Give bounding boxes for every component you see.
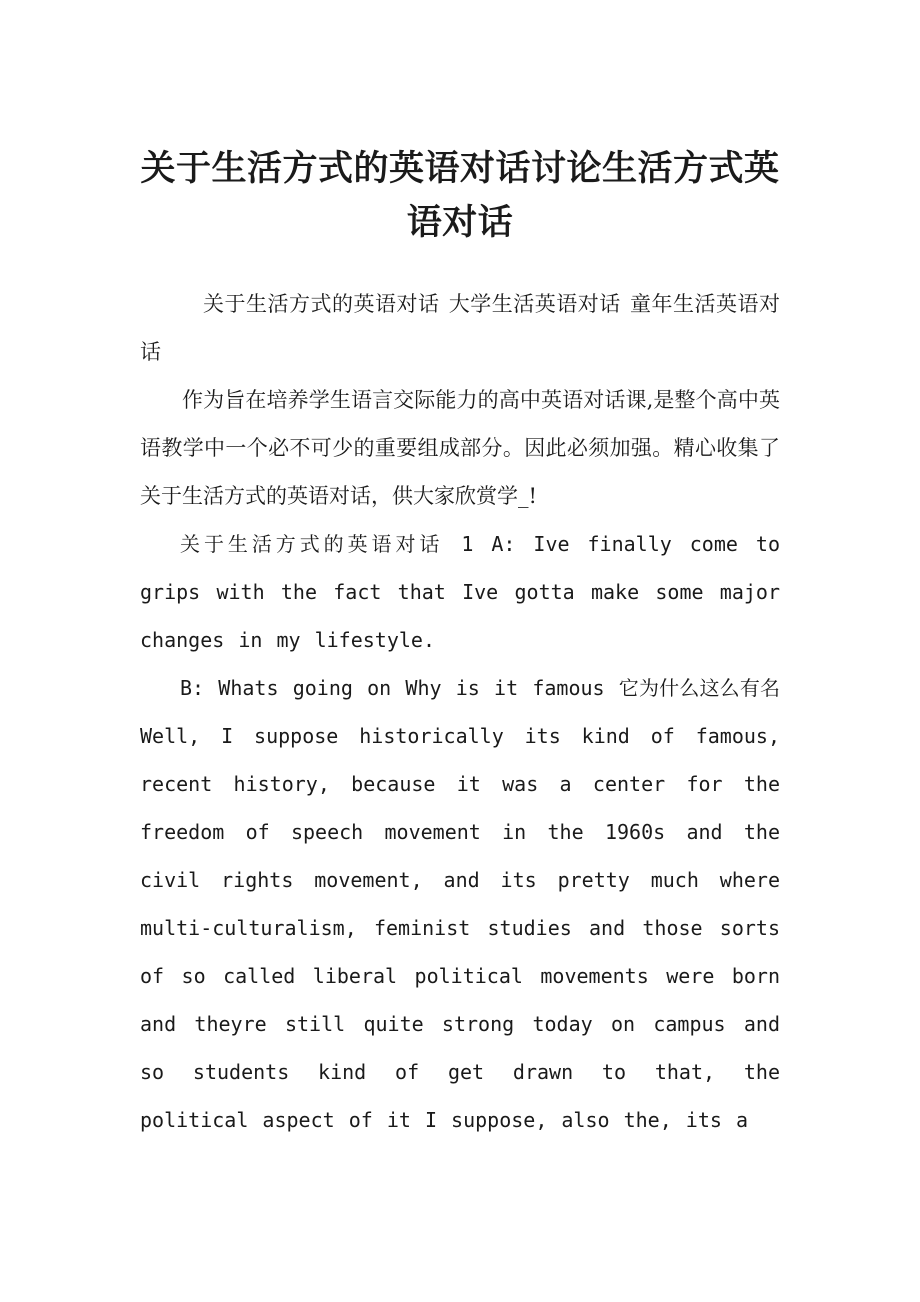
dialogue-b-paragraph: B: Whats going on Why is it famous 它为什么这么有名 Well, I suppose historically its kind of famous, recent history, because it was a center for the freedom of speech movement in the 1960s and the civil rights movement, and its pretty much where multi-culturalism, feminist studies and those sorts of so called liberal political movements were born and theyre still quite strong today on campus and so students kind of get drawn to that, the political aspect of it I suppose, also the, its a — [140, 676, 780, 1132]
intro-paragraph: 作为旨在培养学生语言交际能力的高中英语对话课,是整个高中英语教学中一个必不可少的重要组成部分。因此必须加强。精心收集了关于生活方式的英语对话，供大家欣赏学_! — [140, 388, 780, 508]
keywords-paragraph: 关于生活方式的英语对话 大学生活英语对话 童年生活英语对话 — [140, 292, 780, 364]
document-title: 关于生活方式的英语对话讨论生活方式英语对话 — [140, 149, 780, 243]
dialogue-a-paragraph: 关于生活方式的英语对话 1 A: Ive finally come to grips with the fact that Ive gotta make some major changes in my lifestyle. — [140, 532, 780, 652]
document-body — [140, 280, 780, 1144]
